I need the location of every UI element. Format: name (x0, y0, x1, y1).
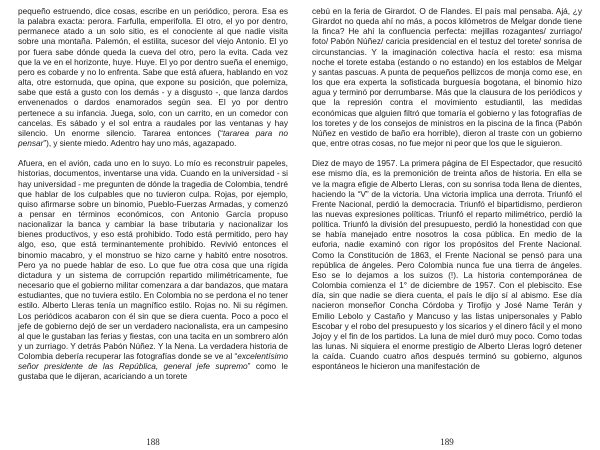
text-run: Afuera, en el avión, cada uno en lo suyo. Lo mío es reconstruir papeles, historias, documentos, inventarse una vida. Cuando en la universidad - si hay universidad - me pregunten de dónde la tragedia de Colombia, tendré que hablar de los culpables que no tuvieron culpa. Rojas, por ejemplo, quiso afirmarse sobre un binomio, Pueblo-Fuerzas Armadas, y comenzó a pensar en términos económicos, con Antonio García propuso nacionalizar la banca y cambiar la base tributaria y nacionalizar los bienes productivos, y eso está prohibido. Todo está permitido, pero hay algo, eso, que está terminantemente prohibido. Revivió entonces el binomio macabro, y el monstruo se hizo carne y habitó entre nosotros. Pero ya no puede hablar de eso. Lo que fue otra cosa que una rígida dictadura y un sistema de corrupción repartido milimétricamente, fue necesario que el gobierno militar comenzara a dar bandazos, que matara estudiantes, que no tuviera estilo. En Colombia no se perdona el no tener estilo. Alberto Lleras tenía un magnífico estilo. Rojas no. Ni su régimen. Los periódicos acabaron con él sin que se diera cuenta. Poco a poco el jefe de gobierno dejó de ser un verdadero nacionalista, era un campesino al que le gustaban las ferias y fiestas, con una tacita en un sombrero alón y un zurriago. Y detrás Pabón Núñez. Y la Nena. La verdadera historia de Colombia debería recuperar las fotografías donde se ve al “ (18, 158, 288, 362)
left-paragraph-1 (18, 6, 288, 148)
text-run: Diez de mayo de 1957. La primera página de El Espectador, que resucitó ese mismo día, es la premonición de treinta años de historia. En ella se ve la magra efigie de Alberto Lleras, con su sonrisa toda llena de dientes, haciendo la “V” de la victoria. Una victoria implica una derrota. Triunfó el Frente Nacional, perdió la democracia. Triunfó el bipartidismo, perdieron las nuevas expresiones políticas. Triunfó el reparto milimétrico, perdió la política. Triunfó la división del presupuesto, perdió la honestidad con que se había manejado entre nosotros la cosa pública. En medio de la euforia, nadie examinó con rigor los propósitos del Frente Nacional. Como la Constitución de 1863, el Frente Nacional se pensó para una república de ángeles. Pero Colombia nunca fue una tierra de ángeles. Eso se lo dejamos a los suizos (!). La historia contemporánea de Colombia comienza el 1° de diciembre de 1957. Con el plebiscito. Ese día, sin que nadie se diera cuenta, el país le dijo sí al abismo. Ese día nacieron monseñor Concha Córdoba y Tirofijo y José Name Terán y Emilio Lebolo y Castaño y Mancuso y las listas unipersonales y Pablo Escobar y el robo del presupuesto y los sicarios y el dinero fácil y el mono Jojoy y el fin de los partidos. La luna de miel duró muy poco. Como todas las lunas. Ni siquiera el enorme prestigio de Alberto Lleras logró detener la caída. Cuando cuatro años después terminó su gobierno, algunos espontáneos le hicieron una manifestación de (312, 158, 582, 372)
text-run: ”), y siente miedo. Adentro hay uno más, agazapado. (43, 138, 237, 149)
paragraph-gap (312, 148, 582, 158)
left-page (18, 6, 288, 382)
right-page-number: 189 (440, 437, 454, 447)
italic-text-run: excelentísimo señor presidente de las República, general jefe supremo (18, 351, 288, 372)
italic-text-run: tararea para no pensar (18, 127, 288, 149)
left-paragraph-2 (18, 158, 288, 381)
text-run: pequeño estruendo, dice cosas, escribe en un periódico, perora. Esa es la palabra exacta: perora. Farfulla, emperifolla. El otro, el yo por dentro, permanece atado a un solo sitio, es el conociente al que nadie visita sobre una montaña. Palemón, el estilita, sucesor del viejo Antonio. El yo por fuera sabe dónde queda la cueva del otro, pero la evita. Cada vez que la ve en el horizonte, huye. Huye. El yo por dentro sueña el enemigo, pero es cobarde y no lo enfrenta. Sabe que está afuera, hablando en voz alta, otre estornuda, que opina, que expone su posición, que polemiza, sabe que está a gusto con los demás - y a disgusto -, que lanza dardos envenenados o dardos enamorados según sea. El yo por dentro pertenece a su infancia. Juega, solo, con un carrito, en un comedor con cancelas. Es sábado y el sol entra a raudales por las ventanas y hay silencio. Un enorme silencio. Tararea entonces (“ (18, 6, 288, 138)
left-page-number: 188 (146, 437, 160, 447)
right-paragraph-2 (312, 158, 582, 371)
right-page (312, 6, 582, 371)
text-run: ” como le gustaba que le dijeran, acariciando a un torete (18, 361, 288, 382)
text-run: cebú en la feria de Girardot. O de Flandes. El país mal pensaba. Ajá, ¿y Girardot no queda ahí no más, a pocos kilómetros de Melgar donde tiene la finca? He ahí la confluencia perfecta: mejillas rozagantes/ zurriago/ foto/ Pabón Núñez/ caricia presidencial en el testuz del torete/ sonrisa de circunstancias. Y la imaginación colectiva hacía el resto: esa misma noche el torete estaba (estando o no estando) en los establos de Melgar y santas pascuas. A punta de pequeños pellizcos de monja como ese, en los que era experta la sofisticada burguesía bogotana, el binomio hizo agua y terminó por derrumbarse. Más que la clausura de los periódicos y que la represión contra el movimiento estudiantil, las medidas económicas que alguien filtró que tomaría el gobierno y las fotografías de los toretes y de los consejos de ministros en la piscina de la finca (Pabón Núñez en vestido de baño era horrible), dieron al traste con un gobierno que, entre otras cosas, no fue mejor ni peor que los que le siguieron. (312, 6, 582, 149)
right-paragraph-1 (312, 6, 582, 148)
paragraph-gap (18, 148, 288, 158)
